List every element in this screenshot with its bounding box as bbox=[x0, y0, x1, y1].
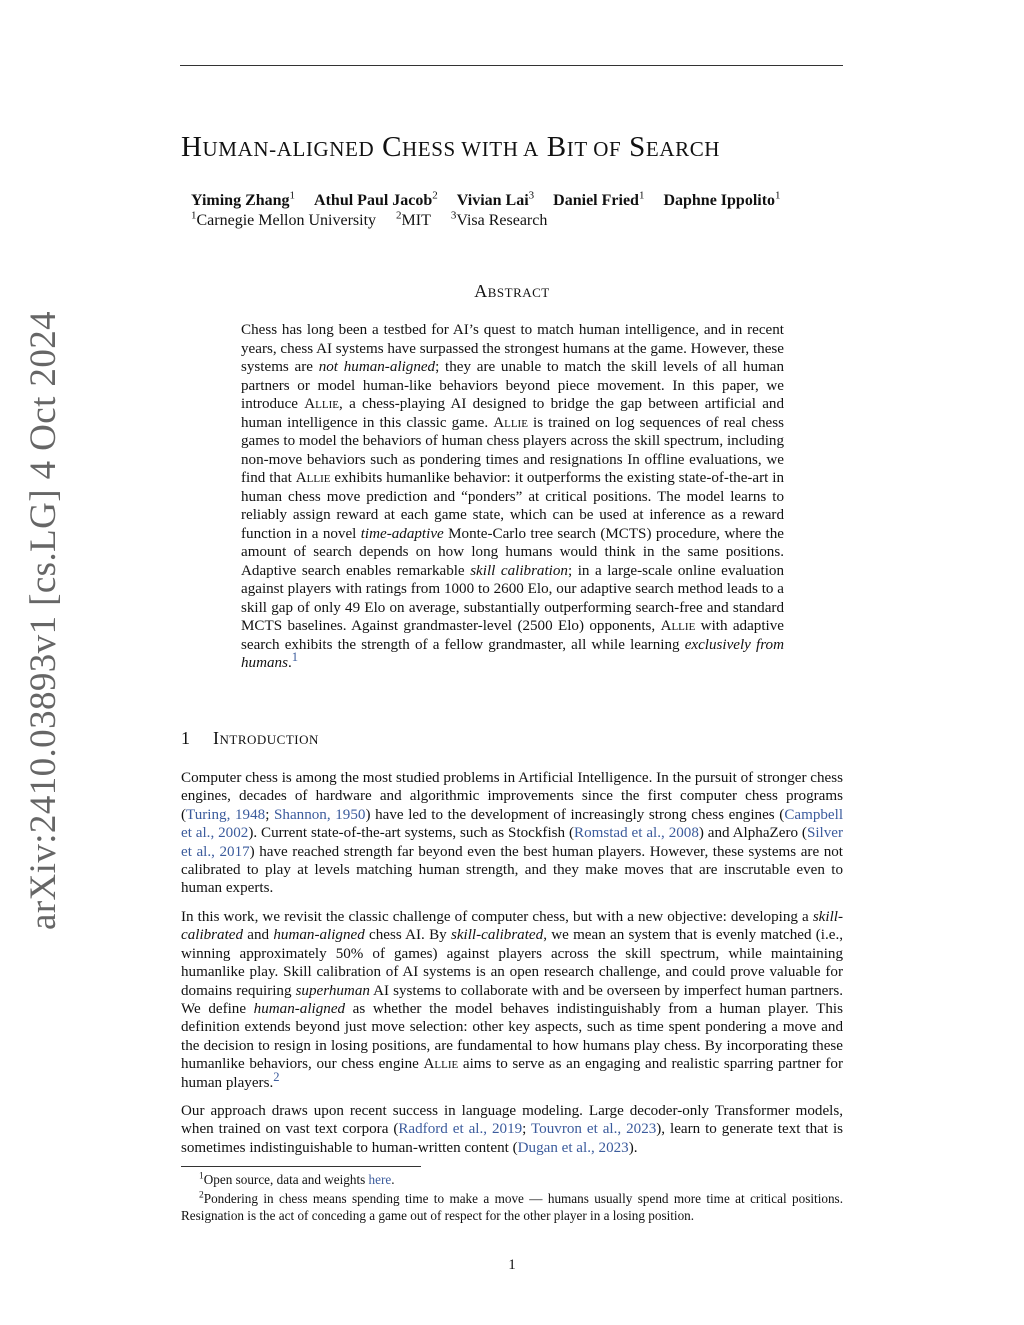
weights-link[interactable]: here bbox=[368, 1172, 392, 1187]
author-name: Daphne Ippolito bbox=[663, 192, 776, 209]
author-list: Yiming Zhang$^1$ Athul Paul Jacob$^2$ Vivian Lai$^3$ Daniel Fried$^1$ Daphne Ippolito$^1$ bbox=[191, 189, 781, 209]
arxiv-stamp: arXiv:2410.03893v1 [cs.LG] 4 Oct 2024 bbox=[23, 310, 64, 930]
citation-link[interactable]: Touvron et al., 2023 bbox=[531, 1121, 657, 1138]
author-name: Yiming Zhang bbox=[191, 192, 290, 209]
citation-link[interactable]: Campbell et al., 2002 bbox=[181, 806, 844, 842]
abstract-heading: Abstract bbox=[474, 281, 550, 301]
citation-link[interactable]: Shannon, 1950 bbox=[274, 806, 366, 823]
citation-link[interactable]: Dugan et al., 2023 bbox=[517, 1139, 629, 1156]
footnote-rule bbox=[181, 1166, 421, 1167]
citation-link[interactable]: Silver et al., 2017 bbox=[181, 825, 844, 860]
intro-paragraph-3: Our approach draws upon recent success in language modeling. Large decoder-only Transformer models, when trained on vast text corpora (Radford et al., 2019; Touvron et al., 2023), learn to generate text that is sometimes indistinguishable to human-written content (Dugan et al., 2023). bbox=[181, 1103, 844, 1156]
page-number: 1 bbox=[508, 1257, 516, 1273]
paper-title: HUMAN-ALIGNED CHESS WITH A BIT OF SEARCH bbox=[181, 131, 721, 163]
footnote-1: $^1$Open source, data and weights here. bbox=[199, 1171, 395, 1187]
author-name: Athul Paul Jacob bbox=[314, 192, 433, 209]
footnote-link[interactable]: 1 bbox=[291, 649, 299, 664]
footnote-link[interactable]: 2 bbox=[273, 1069, 280, 1084]
citation-link[interactable]: Turing, 1948 bbox=[186, 806, 266, 823]
intro-paragraph-1: Computer chess is among the most studied problems in Artificial Intelligence. In the pursuit of stronger chess engines, decades of hardware and algorithmic improvements since the first computer chess programs (Turing, 1948; Shannon, 1950) have led to the development of increasingly strong chess engines (Campbell et al., 2002). Current state-of-the-art systems, such as Stockfish (Romstad et al., 2008) and AlphaZero (Silver et al., 2017) have reached strength far beyond even the best human players. However, these systems are not calibrated to play at levels matching human strength, and they make moves that are inscrutable even to human experts. bbox=[181, 770, 844, 897]
citation-link[interactable]: Romstad et al., 2008 bbox=[574, 825, 699, 842]
footnote-2: $^2$Pondering in chess means spending time to make a move — humans usually spend more time at critical positions. Resignation is the act of conceding a game out of respect for the other player in a losing position. bbox=[181, 1190, 843, 1223]
intro-paragraph-2: In this work, we revisit the classic challenge of computer chess, but with a new objective: developing a skill-calibrated and human-aligned chess AI. By skill-calibrated, we mean an system that is evenly matched (i.e., winning approximately 50% of games) against players across the skill spectrum, while maintaining humanlike play. Skill calibration of AI systems is an open research challenge, and could prove valuable for domains requiring superhuman AI systems to collaborate with and be overseen by imperfect human partners. We define human-aligned as whether the model behaves indistinguishably from a human player. This definition extends beyond just move selection: other key aspects, such as time spent pondering a move and the decision to resign in losing positions, are fundamental to how humans play chess. By incorporating these humanlike behaviors, our chess engine Allie aims to serve as an engaging and realistic sparring partner for human players.$^2$ bbox=[181, 909, 844, 1091]
section-heading-introduction: 1 Introduction bbox=[181, 728, 319, 748]
affiliation-list: $^1$Carnegie Mellon University $^2$MIT $^3$Visa Research bbox=[191, 209, 548, 229]
author-name: Vivian Lai bbox=[456, 192, 529, 209]
abstract-text: Chess has long been a testbed for AI’s quest to match human intelligence, and in recent years, chess AI systems have surpassed the strongest humans at the game. However, these systems are not human-aligned; they are unable to match the skill levels of all human partners or model human-like behaviors beyond piece movement. In this paper, we introduce Allie, a chess-playing AI designed to bridge the gap between artificial and human intelligence in this classic game. Allie is trained on log sequences of real chess games to model the behaviors of human chess players across the skill spectrum, including non-move behaviors such as pondering times and resignations In offline evaluations, we find that Allie exhibits humanlike behavior: it outperforms the existing state-of-the-art in human chess move prediction and “ponders” at critical positions. The model learns to reliably assign reward at each game state, which can be used at inference as a reward function in a novel time-adaptive Monte-Carlo tree search (MCTS) procedure, where the amount of search depends on how long humans would think in the same positions. Adaptive search enables remarkable skill calibration; in a large-scale online evaluation against players with ratings from 1000 to 2600 Elo, our adaptive search method leads to a skill gap of only 49 Elo on average, substantially outperforming search-free and standard MCTS baselines. Against grandmaster-level (2500 Elo) opponents, Allie with adaptive search exhibits the strength of a fellow grandmaster, all while learning exclusively from humans.$^1$ bbox=[241, 322, 784, 671]
citation-link[interactable]: Radford et al., 2019 bbox=[398, 1121, 523, 1138]
author-name: Daniel Fried bbox=[553, 192, 639, 209]
top-rule bbox=[180, 65, 843, 66]
